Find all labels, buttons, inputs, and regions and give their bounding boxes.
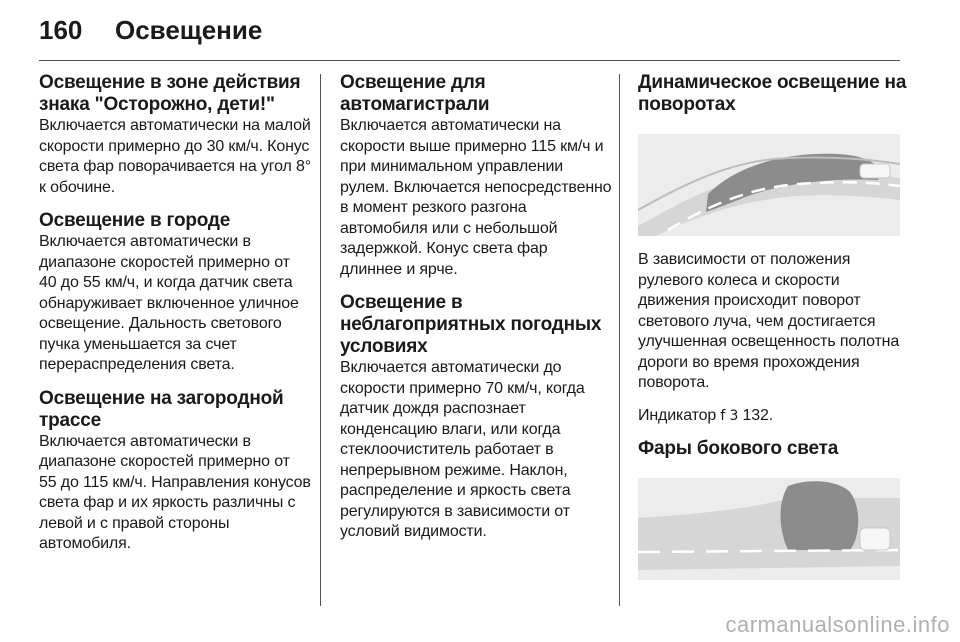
section-title-children-zone: Освещение в зоне действия знака "Осторожно, дети!" bbox=[39, 72, 301, 115]
cornering-light-illustration bbox=[638, 134, 900, 236]
page-title: Освещение bbox=[115, 14, 263, 45]
indicator-page: 132. bbox=[742, 406, 774, 424]
section-title-dynamic-cornering: Динамическое освещение на поворотах bbox=[638, 72, 907, 115]
section-title-country-road: Освещение на загородной трассе bbox=[39, 387, 284, 431]
column-3 bbox=[638, 72, 910, 580]
watermark: carmanualsonline.info bbox=[725, 612, 950, 637]
section-text-country-road: Включается автоматически в диапазоне скоростей примерно от 55 до 115 км/ч. Направления конусов света фар и их яркость различны с левой и с правой стороны автомобиля. bbox=[39, 432, 311, 552]
section-text-children-zone: Включается автоматически на малой скорости примерно до 30 км/ч. Конус света фар поворачивается на угол 8° к обочине. bbox=[39, 117, 311, 196]
section-text-city: Включается автоматически в диапазоне скоростей примерно от 40 до 55 км/ч, и когда датчик света обнаруживает включенное уличное освещение. Дальность светового пучка уменьшается за счет перераспределения света. bbox=[39, 233, 299, 373]
column-2 bbox=[340, 72, 612, 555]
page-number: 160 bbox=[39, 14, 83, 45]
page-reference-icon: 3 bbox=[729, 407, 739, 424]
indicator-label: Индикатор bbox=[638, 406, 717, 424]
page-header bbox=[39, 8, 262, 52]
header-rule bbox=[39, 60, 900, 61]
section-title-city: Освещение в городе bbox=[39, 210, 231, 231]
side-light-illustration bbox=[638, 478, 900, 580]
column-divider-1 bbox=[320, 74, 321, 606]
section-text-motorway: Включается автоматически на скорости выше примерно 115 км/ч и при минимальном управлении рулем. Включается непосредственно в момент резкого разгона автомобиля или с небольшой задержкой. Конус света фар длиннее и ярче. bbox=[340, 117, 612, 278]
section-title-motorway: Освещение для автомагистрали bbox=[340, 72, 490, 115]
column-1 bbox=[39, 72, 311, 567]
column-divider-2 bbox=[619, 74, 620, 606]
indicator-reference bbox=[638, 406, 910, 427]
section-text-dynamic-cornering: В зависимости от положения рулевого колеса и скорости движения происходит поворот светового луча, чем достигается улучшенная освещенность полотна дороги во время прохождения поворота. bbox=[638, 251, 900, 391]
section-title-bad-weather: Освещение в неблагоприятных погодных условиях bbox=[340, 292, 602, 357]
section-text-bad-weather: Включается автоматически до скорости примерно 70 км/ч, когда датчик дождя распознает конденсацию влаги, или когда стеклоочиститель работает в непрерывном режиме. Наклон, распределение и яркость света регулируются в зависимости от условий видимости. bbox=[340, 359, 585, 540]
cornering-light-svg bbox=[638, 134, 900, 236]
side-light-svg bbox=[638, 478, 900, 580]
cornering-light-icon: f bbox=[720, 407, 726, 424]
section-title-side-lights: Фары бокового света bbox=[638, 438, 839, 459]
